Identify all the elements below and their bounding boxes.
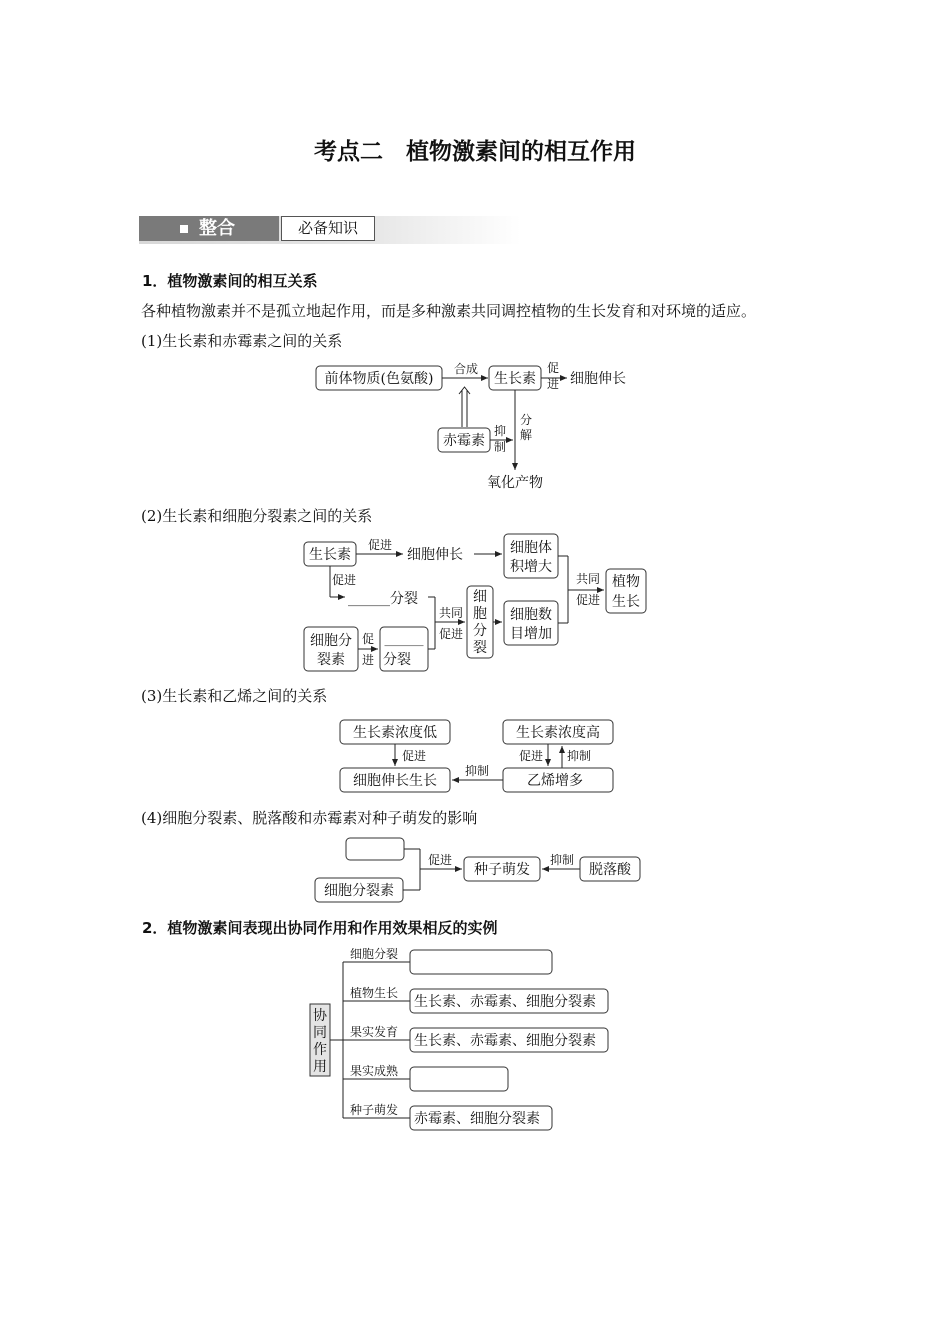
diagram-1	[316, 361, 626, 491]
diagram-2	[304, 534, 646, 671]
decomp-b: 解	[519, 428, 533, 442]
banner-main-label: 整合	[199, 218, 235, 239]
together-label: 共同	[438, 606, 464, 620]
section1-heading: 1．植物激素间的相互关系	[142, 272, 318, 290]
ga-label: 赤霉素	[443, 433, 485, 449]
cell-div-2: 分	[473, 623, 487, 639]
low-label: 生长素浓度低	[353, 725, 437, 741]
branch-1-label: 植物生长	[350, 986, 399, 1000]
sub2-title: (2)生长素和细胞分裂素之间的关系	[141, 507, 373, 525]
sub1-title: (1)生长素和赤霉素之间的关系	[141, 332, 343, 350]
inhibit-eth-label: 抑制	[464, 764, 490, 778]
synth-label: 合成	[453, 362, 479, 376]
cell-div-1: 胞	[473, 606, 487, 622]
div-label: 分裂	[383, 652, 411, 668]
blank-line: ______	[384, 632, 424, 647]
page-title: 考点二 植物激素间的相互作用	[314, 139, 636, 165]
vol-b: 积增大	[510, 559, 552, 575]
num-a: 细胞数	[510, 607, 552, 623]
inhibit-a: 抑	[493, 424, 507, 438]
precursor-label: 前体物质(色氨酸)	[324, 371, 434, 387]
inhibit4-label: 抑制	[549, 853, 575, 867]
blank-div-label: ______分裂	[348, 591, 418, 607]
synergy-tree	[310, 946, 608, 1130]
germ-label: 种子萌发	[474, 862, 530, 878]
promote4b-label: 促进	[427, 853, 453, 867]
ck-a: 细胞分	[310, 633, 352, 649]
ck-b: 裂素	[317, 652, 345, 668]
section2-heading: 2．植物激素间表现出协同作用和作用效果相反的实例	[142, 919, 498, 937]
decomp-a: 分	[519, 413, 533, 427]
promote2-label: 促进	[367, 538, 393, 552]
root-2: 作	[313, 1042, 327, 1058]
branch-1-answer: 生长素、赤霉素、细胞分裂素	[414, 994, 596, 1010]
promote-b: 进	[546, 377, 560, 391]
num-b: 目增加	[510, 626, 552, 642]
inhibit-high-label: 抑制	[566, 749, 592, 763]
promote4-label: 促进	[438, 627, 464, 641]
cell-div-3: 裂	[473, 640, 487, 656]
branch-2-label: 果实发育	[350, 1025, 399, 1039]
elong2-label: 细胞伸长	[407, 547, 463, 563]
promote5-a: 促	[361, 632, 375, 646]
elong-growth-label: 细胞伸长生长	[353, 773, 437, 789]
branch-0-box	[410, 950, 552, 974]
plant-a: 植物	[612, 574, 640, 590]
branch-4-answer: 赤霉素、细胞分裂素	[414, 1111, 540, 1127]
diagram-3	[340, 720, 613, 792]
iaa2-label: 生长素	[309, 547, 351, 563]
branch-2-answer: 生长素、赤霉素、细胞分裂素	[414, 1033, 596, 1049]
ethylene-label: 乙烯增多	[527, 773, 583, 789]
root-3: 用	[313, 1059, 327, 1075]
high-label: 生长素浓度高	[516, 725, 600, 741]
promote5-b: 进	[361, 653, 375, 667]
elong-label: 细胞伸长	[570, 371, 626, 387]
aba-label: 脱落酸	[589, 862, 631, 878]
banner-sub: 必备知识	[281, 216, 375, 241]
ck4-label: 细胞分裂素	[324, 883, 394, 899]
promote-high-label: 促进	[518, 749, 544, 763]
plant-b: 生长	[612, 594, 640, 610]
promote-low-label: 促进	[401, 749, 427, 763]
together2-label: 共同	[575, 572, 601, 586]
oxid-label: 氧化产物	[487, 475, 543, 491]
root-1: 同	[313, 1025, 327, 1041]
branch-3-label: 果实成熟	[350, 1064, 399, 1078]
diagram-4	[315, 838, 640, 902]
promote6-label: 促进	[575, 593, 601, 607]
branch-4-label: 种子萌发	[350, 1103, 399, 1117]
promote3-label: 促进	[331, 573, 357, 587]
inhibit-b: 制	[493, 440, 507, 454]
blank-hormone-box	[346, 838, 404, 860]
vol-a: 细胞体	[510, 540, 552, 556]
branch-0-label: 细胞分裂	[350, 947, 399, 961]
section1-intro: 各种植物激素并不是孤立地起作用，而是多种激素共同调控植物的生长发育和对环境的适应。	[141, 302, 757, 320]
root-0: 协	[313, 1008, 327, 1024]
sub3-title: (3)生长素和乙烯之间的关系	[141, 687, 328, 705]
sub4-title: (4)细胞分裂素、脱落酸和赤霉素对种子萌发的影响	[141, 809, 478, 827]
promote-a: 促	[546, 361, 560, 375]
branch-3-box	[410, 1067, 508, 1091]
iaa-label: 生长素	[494, 371, 536, 387]
cell-div-0: 细	[473, 589, 487, 605]
